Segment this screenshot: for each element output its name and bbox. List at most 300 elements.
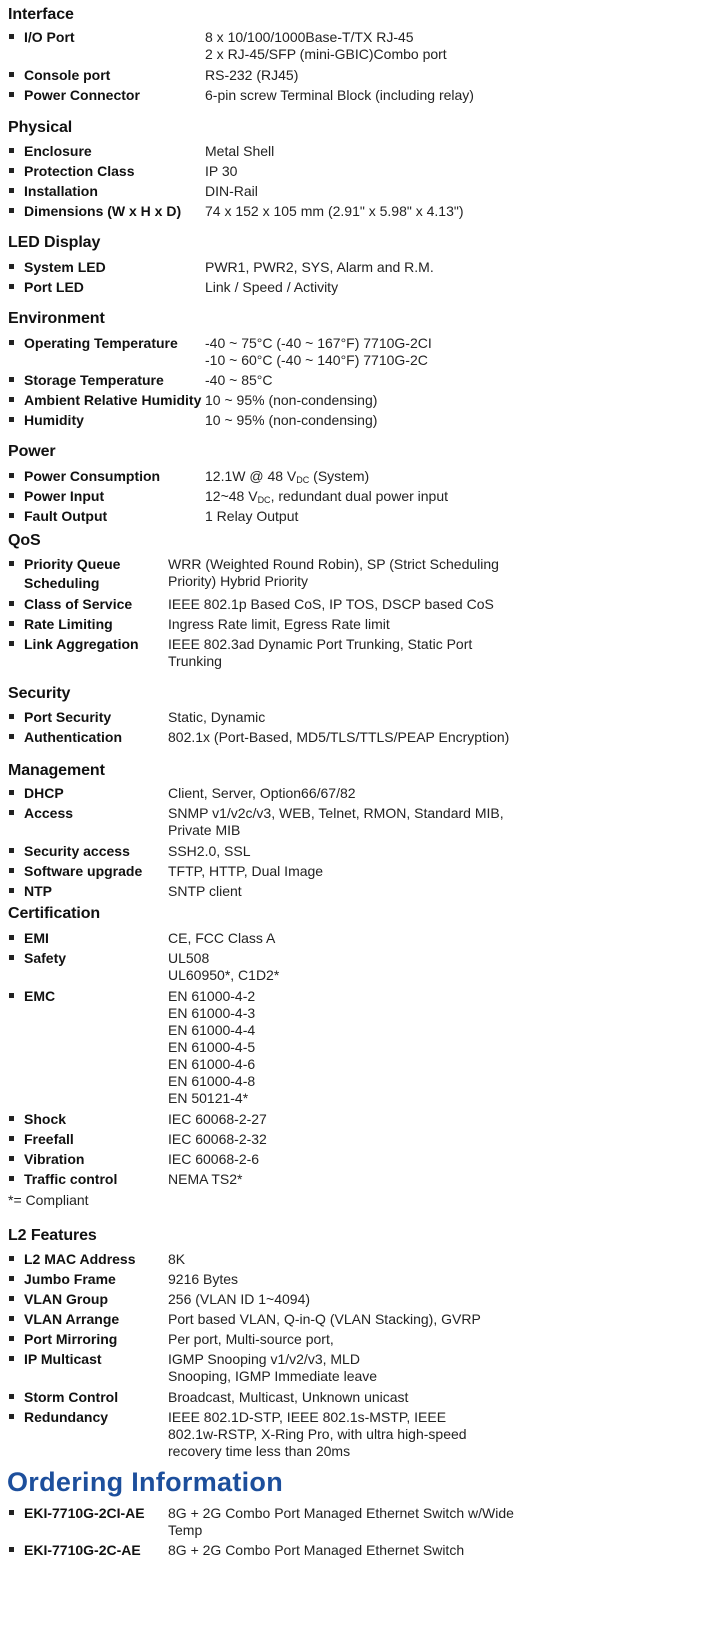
spec-value-line [168, 1271, 238, 1288]
spec-value-text: EN 61000-4-6 [168, 1056, 256, 1072]
spec-value [205, 163, 237, 180]
spec-value-line [168, 1368, 377, 1385]
spec-value-text: 6-pin screw Terminal Block (including relay) [205, 87, 474, 103]
bullet-square-icon [9, 868, 14, 873]
spec-value-text: SNMP v1/v2c/v3, WEB, Telnet, RMON, Standard MIB, [168, 805, 504, 821]
spec-label [24, 1504, 145, 1523]
section-heading-security: Security [8, 685, 71, 702]
spec-value-text: Ingress Rate limit, Egress Rate limit [168, 616, 390, 632]
spec-label [24, 182, 98, 201]
spec-value [205, 335, 432, 369]
bullet-square-icon [9, 417, 14, 422]
spec-value-line [168, 1291, 310, 1308]
spec-value [205, 29, 447, 63]
spec-value-text: UL60950*, C1D2* [168, 967, 280, 983]
section-heading-power: Power [8, 443, 56, 460]
spec-label [24, 1130, 74, 1149]
spec-value-text: 8K [168, 1251, 186, 1267]
spec-value-line [205, 183, 258, 200]
bullet-square-icon [9, 340, 14, 345]
spec-value-text: PWR1, PWR2, SYS, Alarm and R.M. [205, 259, 434, 275]
spec-value [168, 883, 242, 900]
bullet-square-icon [9, 1336, 14, 1341]
bullet-square-icon [9, 790, 14, 795]
spec-value [168, 1271, 238, 1288]
spec-value-line [205, 335, 432, 352]
spec-label-line: Dimensions (W x H x D) [24, 203, 182, 219]
spec-value-text: IP 30 [205, 163, 238, 179]
spec-value [205, 279, 338, 296]
subscript-unit: DC [257, 495, 271, 505]
spec-value [168, 596, 494, 613]
spec-label [24, 804, 73, 823]
spec-value-text: Metal Shell [205, 143, 275, 159]
bullet-square-icon [9, 601, 14, 606]
spec-label [24, 1310, 119, 1329]
spec-value-line [168, 653, 472, 670]
spec-value [205, 372, 272, 389]
bullet-square-icon [9, 1136, 14, 1141]
spec-value [168, 1111, 267, 1128]
bullet-square-icon [9, 1296, 14, 1301]
spec-value-line [205, 87, 474, 104]
spec-value [205, 468, 369, 485]
spec-value-text: 802.1w-RSTP, X-Ring Pro, with ultra high-speed [168, 1426, 467, 1442]
spec-value-line [168, 1389, 408, 1406]
spec-value [168, 1151, 259, 1168]
spec-value-text: SNTP client [168, 883, 242, 899]
spec-value-text: 12.1W @ 48 V [205, 468, 297, 484]
spec-value-line [205, 163, 237, 180]
spec-value-line [168, 822, 504, 839]
bullet-square-icon [9, 561, 14, 566]
bullet-square-icon [9, 397, 14, 402]
spec-value [168, 709, 265, 726]
spec-value-line [168, 1351, 377, 1368]
spec-value-line [168, 785, 356, 802]
spec-value-text: EN 61000-4-2 [168, 988, 256, 1004]
spec-label-line: VLAN Group [24, 1291, 108, 1307]
bullet-square-icon [9, 1414, 14, 1419]
spec-value-text: -10 ~ 60°C (-40 ~ 140°F) 7710G-2C [205, 352, 428, 368]
spec-label [24, 595, 132, 614]
spec-value-tail: , redundant dual power input [270, 488, 449, 504]
bullet-square-icon [9, 1510, 14, 1515]
spec-value-text: WRR (Weighted Round Robin), SP (Strict Scheduling [168, 556, 499, 572]
bullet-square-icon [9, 72, 14, 77]
spec-label-line: Port LED [24, 279, 84, 295]
bullet-square-icon [9, 888, 14, 893]
spec-value-line [168, 1409, 467, 1426]
bullet-square-icon [9, 493, 14, 498]
spec-label-line: Protection Class [24, 163, 135, 179]
bullet-square-icon [9, 168, 14, 173]
section-heading-management: Management [8, 762, 105, 779]
spec-value-text: IGMP Snooping v1/v2/v3, MLD [168, 1351, 360, 1367]
spec-label-line: EKI-7710G-2CI-AE [24, 1505, 145, 1521]
spec-value-text: 8G + 2G Combo Port Managed Ethernet Switch w/Wide [168, 1505, 514, 1521]
bullet-square-icon [9, 513, 14, 518]
ordering-information-heading: Ordering Information [7, 1467, 283, 1497]
spec-value-line [168, 1131, 267, 1148]
spec-label [24, 142, 92, 161]
spec-label [24, 615, 113, 634]
bullet-square-icon [9, 264, 14, 269]
spec-label [24, 842, 130, 861]
spec-value-line [205, 67, 298, 84]
spec-label [24, 862, 142, 881]
section-heading-qos: QoS [8, 532, 41, 549]
spec-value-text: 802.1x (Port-Based, MD5/TLS/TTLS/PEAP Encryption) [168, 729, 510, 745]
spec-value-text: EN 61000-4-5 [168, 1039, 256, 1055]
spec-value [168, 1351, 377, 1385]
spec-value-text: EN 61000-4-3 [168, 1005, 256, 1021]
spec-label [24, 487, 104, 506]
subscript-unit: DC [296, 475, 310, 485]
spec-value [168, 616, 390, 633]
spec-label-line: Vibration [24, 1151, 85, 1167]
spec-value-line [205, 279, 338, 296]
spec-value-line [205, 46, 447, 63]
spec-label-line: Shock [24, 1111, 67, 1127]
spec-value-line [168, 616, 390, 633]
bullet-square-icon [9, 148, 14, 153]
spec-value [168, 950, 279, 984]
spec-value-text: 10 ~ 95% (non-condensing) [205, 412, 378, 428]
bullet-square-icon [9, 1256, 14, 1261]
spec-value-text: 256 (VLAN ID 1~4094) [168, 1291, 311, 1307]
spec-value [168, 1291, 310, 1308]
spec-label [24, 66, 110, 85]
spec-value [205, 67, 298, 84]
spec-value-line [205, 203, 464, 220]
section-heading-environment: Environment [8, 310, 105, 327]
bullet-square-icon [9, 641, 14, 646]
spec-label-line: Priority Queue [24, 556, 121, 572]
spec-value-text: 1 Relay Output [205, 508, 299, 524]
spec-value-line [168, 1022, 255, 1039]
spec-value-text: recovery time less than 20ms [168, 1443, 351, 1459]
spec-label-line: Link Aggregation [24, 636, 139, 652]
spec-value-text: EN 61000-4-8 [168, 1073, 256, 1089]
spec-value [168, 1171, 242, 1188]
spec-label [24, 1290, 108, 1309]
bullet-square-icon [9, 188, 14, 193]
spec-value-text: IEEE 802.1D-STP, IEEE 802.1s-MSTP, IEEE [168, 1409, 447, 1425]
spec-value-text: 12~48 V [205, 488, 258, 504]
spec-label [24, 987, 55, 1006]
bullet-square-icon [9, 208, 14, 213]
spec-value [168, 1331, 334, 1348]
spec-label-line: Redundancy [24, 1409, 109, 1425]
bullet-square-icon [9, 473, 14, 478]
spec-value [205, 87, 474, 104]
spec-value [205, 392, 377, 409]
spec-label-line: Power Input [24, 488, 105, 504]
spec-value-line [168, 930, 275, 947]
spec-value-line [168, 1522, 514, 1539]
spec-value [205, 488, 448, 505]
spec-label [24, 391, 201, 410]
spec-value-line [168, 883, 242, 900]
spec-label [24, 28, 75, 47]
spec-label-line: Safety [24, 950, 67, 966]
spec-label-line: Jumbo Frame [24, 1271, 116, 1287]
bullet-square-icon [9, 1547, 14, 1552]
spec-value-text: 2 x RJ-45/SFP (mini-GBIC)Combo port [205, 46, 447, 62]
spec-label [24, 1170, 117, 1189]
spec-value-line [168, 1331, 334, 1348]
spec-label [24, 635, 139, 654]
spec-value-line [205, 29, 447, 46]
spec-value-line [205, 143, 274, 160]
bullet-square-icon [9, 1276, 14, 1281]
spec-label-line: EMI [24, 930, 49, 946]
spec-label-line: L2 MAC Address [24, 1251, 136, 1267]
compliance-note: *= Compliant [8, 1192, 89, 1208]
spec-value-text: Private MIB [168, 822, 241, 838]
spec-value [168, 988, 255, 1107]
spec-label [24, 1350, 102, 1369]
spec-value-text: Priority) Hybrid Priority [168, 573, 309, 589]
spec-value [168, 843, 251, 860]
spec-value-line [168, 1171, 242, 1188]
spec-label-line: Power Connector [24, 87, 140, 103]
section-heading-interface: Interface [8, 6, 74, 23]
spec-label [24, 555, 120, 593]
spec-value-text: TFTP, HTTP, Dual Image [168, 863, 324, 879]
spec-value [205, 183, 258, 200]
spec-value [168, 863, 323, 880]
spec-label-line: Storm Control [24, 1389, 119, 1405]
spec-value [168, 1131, 267, 1148]
spec-value-text: Port based VLAN, Q-in-Q (VLAN Stacking), GVRP [168, 1311, 481, 1327]
spec-label-line: EMC [24, 988, 56, 1004]
spec-value [168, 785, 356, 802]
spec-value-line [205, 412, 377, 429]
spec-value-line [205, 508, 298, 525]
spec-label-line: I/O Port [24, 29, 75, 45]
spec-value-tail: (System) [309, 468, 370, 484]
spec-value-text: 8 x 10/100/1000Base-T/TX RJ-45 [205, 29, 414, 45]
spec-value-line [168, 1073, 255, 1090]
spec-value-line [168, 1311, 481, 1328]
spec-value-line [168, 988, 255, 1005]
section-heading-l2-features: L2 Features [8, 1227, 97, 1244]
spec-value [168, 729, 509, 746]
spec-value [168, 1311, 481, 1328]
spec-label [24, 728, 122, 747]
bullet-square-icon [9, 1156, 14, 1161]
spec-label [24, 1150, 84, 1169]
bullet-square-icon [9, 377, 14, 382]
spec-value-text: Static, Dynamic [168, 709, 266, 725]
bullet-square-icon [9, 1176, 14, 1181]
spec-label-line: Freefall [24, 1131, 74, 1147]
spec-value-line [168, 967, 279, 984]
spec-label-line: Ambient Relative Humidity [24, 392, 202, 408]
spec-label-line: Installation [24, 183, 98, 199]
spec-label [24, 784, 64, 803]
spec-value-text: IEEE 802.1p Based CoS, IP TOS, DSCP based CoS [168, 596, 494, 612]
spec-label [24, 371, 164, 390]
spec-label-line: Operating Temperature [24, 335, 178, 351]
spec-value [168, 930, 275, 947]
spec-label-line: System LED [24, 259, 106, 275]
spec-label-line: Console port [24, 67, 111, 83]
spec-label-line: Rate Limiting [24, 616, 113, 632]
spec-value-line [168, 805, 504, 822]
bullet-square-icon [9, 284, 14, 289]
spec-label [24, 708, 111, 727]
bullet-square-icon [9, 848, 14, 853]
spec-label-line: Scheduling [24, 575, 100, 591]
spec-value-line [205, 352, 432, 369]
spec-value-line [168, 1039, 255, 1056]
spec-value [205, 412, 377, 429]
spec-value-text: 74 x 152 x 105 mm (2.91" x 5.98" x 4.13") [205, 203, 464, 219]
bullet-square-icon [9, 935, 14, 940]
spec-value-text: SSH2.0, SSL [168, 843, 251, 859]
spec-value-text: IEC 60068-2-27 [168, 1111, 267, 1127]
spec-label-line: VLAN Arrange [24, 1311, 120, 1327]
spec-value [205, 259, 434, 276]
bullet-square-icon [9, 34, 14, 39]
spec-value-line [168, 950, 279, 967]
spec-value-line [205, 372, 272, 389]
spec-value-line [205, 392, 377, 409]
bullet-square-icon [9, 810, 14, 815]
spec-value [168, 1251, 185, 1268]
spec-label-line: Security access [24, 843, 130, 859]
spec-value-text: Trunking [168, 653, 222, 669]
spec-value-text: Link / Speed / Activity [205, 279, 339, 295]
spec-value-line [168, 1426, 467, 1443]
spec-label-line: Port Security [24, 709, 112, 725]
spec-value-text: -40 ~ 75°C (-40 ~ 167°F) 7710G-2CI [205, 335, 432, 351]
spec-label [24, 1250, 136, 1269]
spec-value-line [168, 556, 499, 573]
spec-value-line [168, 1090, 255, 1107]
spec-value [168, 805, 504, 839]
spec-value-line [168, 1542, 464, 1559]
section-heading-led-display: LED Display [8, 234, 101, 251]
spec-value-line [168, 1251, 185, 1268]
spec-value-text: 8G + 2G Combo Port Managed Ethernet Switch [168, 1542, 465, 1558]
spec-label-line: DHCP [24, 785, 64, 801]
spec-label [24, 411, 84, 430]
spec-value [168, 1505, 514, 1539]
spec-value-line [168, 1005, 255, 1022]
spec-label-line: EKI-7710G-2C-AE [24, 1542, 141, 1558]
spec-value-text: EN 50121-4* [168, 1090, 249, 1106]
spec-label-line: NTP [24, 883, 52, 899]
spec-value-text: IEEE 802.3ad Dynamic Port Trunking, Static Port [168, 636, 473, 652]
bullet-square-icon [9, 1316, 14, 1321]
spec-label-line: Port Mirroring [24, 1331, 118, 1347]
spec-value-text: Broadcast, Multicast, Unknown unicast [168, 1389, 409, 1405]
bullet-square-icon [9, 993, 14, 998]
spec-label-line: Class of Service [24, 596, 133, 612]
spec-label [24, 882, 52, 901]
spec-value [205, 143, 274, 160]
spec-value [168, 556, 499, 590]
spec-value-text: Per port, Multi-source port, [168, 1331, 334, 1347]
spec-label [24, 949, 66, 968]
spec-label [24, 258, 106, 277]
spec-label [24, 507, 107, 526]
spec-value-line [168, 729, 509, 746]
spec-value-line [168, 1151, 259, 1168]
spec-label [24, 162, 134, 181]
spec-label-line: Authentication [24, 729, 122, 745]
spec-value-line [168, 1111, 267, 1128]
spec-label-line: Software upgrade [24, 863, 143, 879]
spec-value-line [168, 1443, 467, 1460]
spec-value-text: -40 ~ 85°C [205, 372, 273, 388]
spec-value-text: Client, Server, Option66/67/82 [168, 785, 356, 801]
spec-value-line [168, 1505, 514, 1522]
spec-value-line [205, 488, 448, 505]
spec-value-text: IEC 60068-2-6 [168, 1151, 260, 1167]
spec-label [24, 278, 84, 297]
spec-value-line [168, 843, 251, 860]
spec-value-line [168, 1056, 255, 1073]
spec-value-text: RS-232 (RJ45) [205, 67, 299, 83]
spec-label [24, 334, 178, 353]
bullet-square-icon [9, 714, 14, 719]
section-heading-physical: Physical [8, 119, 73, 136]
spec-label [24, 202, 181, 221]
spec-value-text: Temp [168, 1522, 203, 1538]
spec-value-text: 9216 Bytes [168, 1271, 239, 1287]
spec-label [24, 86, 140, 105]
spec-label-line: IP Multicast [24, 1351, 102, 1367]
bullet-square-icon [9, 621, 14, 626]
spec-label [24, 467, 160, 486]
spec-label-line: Power Consumption [24, 468, 161, 484]
spec-value-text: Snooping, IGMP Immediate leave [168, 1368, 378, 1384]
spec-label [24, 929, 49, 948]
spec-value [205, 508, 298, 525]
spec-value-text: IEC 60068-2-32 [168, 1131, 267, 1147]
spec-value-line [168, 573, 499, 590]
spec-value-line [168, 709, 265, 726]
spec-value-text: NEMA TS2* [168, 1171, 243, 1187]
section-heading-certification: Certification [8, 905, 101, 922]
spec-value-line [205, 259, 434, 276]
spec-label-line: Traffic control [24, 1171, 118, 1187]
spec-label-line: Access [24, 805, 74, 821]
spec-value [205, 203, 464, 220]
bullet-square-icon [9, 734, 14, 739]
spec-label-line: Storage Temperature [24, 372, 164, 388]
spec-value-text: CE, FCC Class A [168, 930, 276, 946]
spec-value [168, 1542, 464, 1559]
spec-value-text: DIN-Rail [205, 183, 258, 199]
spec-label-line: Enclosure [24, 143, 92, 159]
spec-label [24, 1270, 116, 1289]
bullet-square-icon [9, 955, 14, 960]
spec-value-text: 10 ~ 95% (non-condensing) [205, 392, 378, 408]
spec-label [24, 1110, 66, 1129]
spec-label [24, 1330, 117, 1349]
spec-value-line [168, 863, 323, 880]
spec-label [24, 1541, 141, 1560]
bullet-square-icon [9, 1356, 14, 1361]
spec-value-line [205, 468, 369, 485]
spec-value [168, 1409, 467, 1460]
